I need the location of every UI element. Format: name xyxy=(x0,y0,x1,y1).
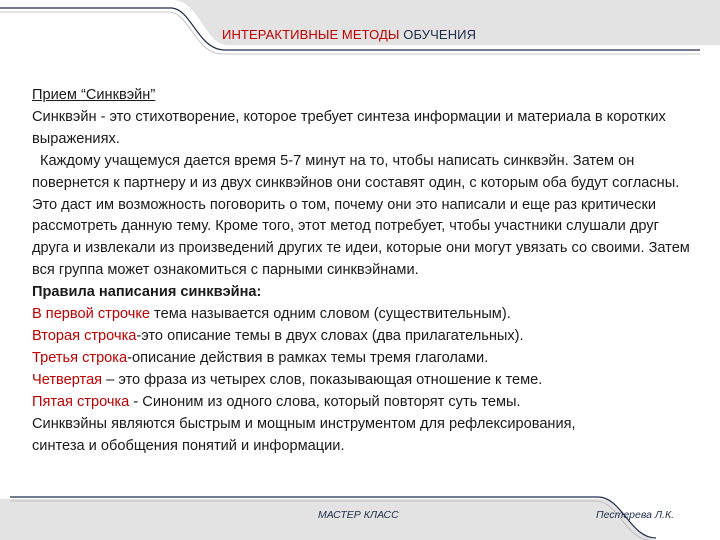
slide-title-part2: ОБУЧЕНИЯ xyxy=(403,27,477,42)
rule-line-5 xyxy=(32,392,697,414)
conclusion-text: Синквэйны являются быстрым и мощным инструментом для рефлексирования, xyxy=(32,415,576,432)
rule-label-3: Третья строка xyxy=(32,349,128,366)
rule-text-4: – это фраза из четырех слов, показывающая отношение к теме. xyxy=(102,371,543,388)
rule-label-2: Вторая строчка xyxy=(32,327,137,344)
rule-label-1: В первой строчке xyxy=(32,306,150,323)
method-heading: Прием “Синквэйн” xyxy=(32,87,156,103)
rule-label-5: Пятая строчка xyxy=(32,393,130,410)
slide-title-part1: ИНТЕРАКТИВНЫЕ МЕТОДЫ xyxy=(222,27,400,42)
rule-line-1 xyxy=(32,304,697,326)
rule-text-3: -описание действия в рамках темы тремя глаголами. xyxy=(127,349,489,366)
conclusion-cut-text: синтеза и обобщения понятий и информации. xyxy=(32,437,345,454)
method-definition: Синквэйн - это стихотворение, которое требует синтеза информации и материала в коротких выражениях. xyxy=(32,108,666,147)
rule-text-5: - Синоним из одного слова, который повторят суть темы. xyxy=(129,393,521,410)
rule-label-4: Четвертая xyxy=(32,371,103,388)
slide-content xyxy=(32,85,697,460)
rule-line-4 xyxy=(32,370,697,392)
footer-master-class: МАСТЕР КЛАСС xyxy=(318,509,399,521)
rules-heading: Правила написания синквэйна: xyxy=(32,284,262,301)
footer-author: Пестерева Л.К. xyxy=(596,509,675,521)
slide-title xyxy=(222,27,476,42)
rule-line-3 xyxy=(32,348,697,370)
rule-text-1: тема называется одним словом (существительным). xyxy=(150,306,511,323)
method-description: Каждому учащемуся дается время 5-7 минут на то, чтобы написать синквэйн. Затем он повернется к партнеру и из двух синквэйнов они составят один, с которым оба будут согласны. Это даст им возможность поговорить о том, почему они это написали и еще раз критически рассмотреть данную тему. Кроме того, этот метод потребует, чтобы участники слушали друг друга и извлекали из произведений других те идеи, которые они могут увязать со своими. Затем вся группа может ознакомиться с парными синквэйнами. xyxy=(32,152,690,279)
rule-line-2 xyxy=(32,326,697,348)
rule-text-2: -это описание темы в двух словах (два прилагательных). xyxy=(136,327,524,344)
